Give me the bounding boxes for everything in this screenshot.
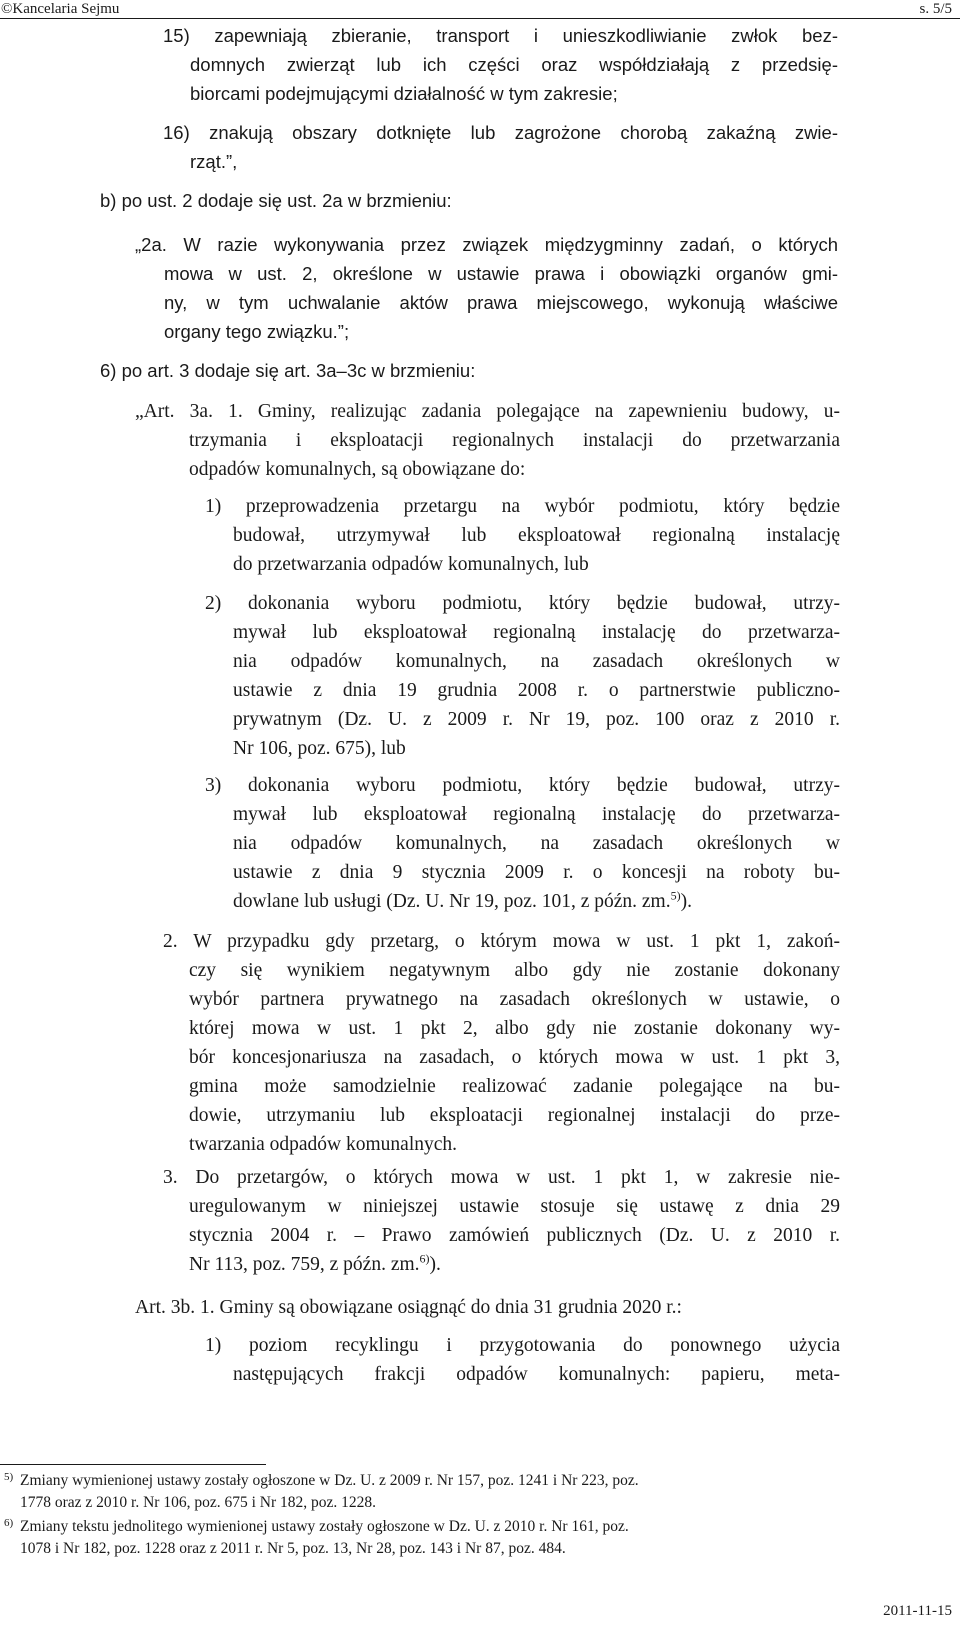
art-3a-point-3-last-text: dowlane lub usługi (Dz. U. Nr 19, poz. 101, z późn. zm.	[233, 891, 671, 912]
art-3a-point-2-line-1: 2) dokonania wyboru podmiotu, który będzie budował, utrzy-	[205, 593, 840, 614]
point-16	[163, 118, 838, 176]
art-3a-point-3-line-3: nia odpadów komunalnych, na zasadach określonych w	[233, 833, 840, 854]
art-3a-point-3-line-5	[205, 887, 840, 916]
art-3b-point-1-line-1: 1) poziom recyklingu i przygotowania do ponownego użycia	[205, 1335, 840, 1356]
art-3a-point-1	[205, 492, 840, 579]
art-3b-ust-1	[135, 1293, 840, 1322]
point-15-line-2: domnych zwierząt lub ich części oraz współdziałają z przedsię-	[190, 54, 838, 75]
art-3a-point-2-line-6: Nr 106, poz. 675), lub	[233, 738, 406, 759]
footnote-5-line-1: Zmiany wymienionej ustawy zostały ogłoszone w Dz. U. z 2009 r. Nr 157, poz. 1241 i Nr 223, poz.	[20, 1472, 639, 1489]
art-3a-ust-3-last-end: ).	[429, 1254, 441, 1275]
art-3a-point-2-line-4: ustawie z dnia 19 grudnia 2008 r. o partnerstwie publiczno-	[233, 680, 840, 701]
header-page-number: s. 5/5	[919, 1, 952, 17]
header-rule	[0, 18, 960, 19]
art-3a-point-1-line-1: 1) przeprowadzenia przetargu na wybór podmiotu, który będzie	[205, 496, 840, 517]
art-3a-ust-1-line-3: odpadów komunalnych, są obowiązane do:	[189, 459, 526, 480]
art-3a-ust-1-line-1: „Art. 3a. 1. Gminy, realizując zadania polegające na zapewnieniu budowy, u-	[135, 401, 840, 422]
art-3a-ust-3-line-3: stycznia 2004 r. – Prawo zamówień publicznych (Dz. U. z 2010 r.	[189, 1225, 840, 1246]
art-3a-ust-3	[163, 1163, 840, 1279]
ust-2a-line-4: organy tego związku.”;	[164, 321, 350, 342]
point-15-line-3: biorcami podejmującymi działalność w tym zakresie;	[190, 83, 618, 104]
footnote-separator	[0, 1464, 266, 1465]
point-15	[163, 21, 838, 108]
footnote-ref-6[interactable]: 6)	[419, 1251, 430, 1266]
ust-2a	[135, 230, 838, 346]
letter-b-intro	[100, 186, 800, 215]
art-3a-ust-1-line-2: trzymania i eksploatacji regionalnych instalacji do przetwarzania	[189, 430, 840, 451]
point-15-line-1: 15) zapewniają zbieranie, transport i unieszkodliwianie zwłok bez-	[163, 25, 838, 46]
art-3b-text: Art. 3b. 1. Gminy są obowiązane osiągnąć do dnia 31 grudnia 2020 r.:	[135, 1297, 682, 1318]
art-3a-ust-2-line-3: wybór partnera prywatnego na zasadach określonych w ustawie, o	[189, 989, 840, 1010]
point-6-text: 6) po art. 3 dodaje się art. 3a–3c w brzmieniu:	[100, 360, 476, 381]
footnote-ref-5[interactable]: 5)	[670, 888, 681, 903]
art-3a-ust-2-line-2: czy się wynikiem negatywnym albo gdy nie zostanie dokonany	[189, 960, 840, 981]
art-3b-point-1	[205, 1331, 840, 1389]
art-3a-ust-2-line-7: dowie, utrzymaniu lub eksploatacji regionalnej instalacji do prze-	[189, 1105, 840, 1126]
ust-2a-line-1: „2a. W razie wykonywania przez związek międzygminny zadań, o których	[135, 234, 838, 255]
footnote-6-line-1: Zmiany tekstu jednolitego wymienionej ustawy zostały ogłoszone w Dz. U. z 2010 r. Nr 161, poz.	[20, 1518, 629, 1535]
point-16-line-1: 16) znakują obszary dotknięte lub zagrożone chorobą zakaźną zwie-	[163, 122, 838, 143]
point-6-intro	[100, 356, 800, 385]
art-3a-ust-2-line-6: gmina może samodzielnie realizować zadanie polegające na bu-	[189, 1076, 840, 1097]
art-3a-point-2-line-3: nia odpadów komunalnych, na zasadach określonych w	[233, 651, 840, 672]
footer-date: 2011-11-15	[883, 1603, 952, 1619]
footnote-6	[0, 1516, 840, 1560]
art-3a-point-2-line-2: mywał lub eksploatował regionalną instalację do przetwarza-	[233, 622, 840, 643]
header-publisher: ©Kancelaria Sejmu	[1, 1, 120, 17]
art-3a-point-2-line-5: prywatnym (Dz. U. z 2009 r. Nr 19, poz. 100 oraz z 2010 r.	[233, 709, 840, 730]
art-3a-ust-2-line-1: 2. W przypadku gdy przetarg, o którym mowa w ust. 1 pkt 1, zakoń-	[163, 931, 840, 952]
art-3a-point-1-line-3: do przetwarzania odpadów komunalnych, lub	[233, 554, 589, 575]
art-3b-point-1-line-2: następujących frakcji odpadów komunalnych: papieru, meta-	[233, 1364, 840, 1385]
ust-2a-line-3: ny, w tym uchwalanie aktów prawa miejscowego, wykonują właściwe	[164, 292, 838, 313]
footnote-6-number: 6)	[4, 1517, 14, 1529]
art-3a-point-2	[205, 589, 840, 763]
art-3a-ust-1	[135, 397, 840, 484]
art-3a-ust-3-line-4	[163, 1250, 840, 1279]
art-3a-ust-2	[163, 927, 840, 1159]
footnote-6-line-2: 1078 i Nr 182, poz. 1228 oraz z 2011 r. Nr 5, poz. 13, Nr 28, poz. 143 i Nr 87, poz. 484.	[20, 1540, 566, 1557]
footnote-5-number: 5)	[4, 1471, 14, 1483]
art-3a-point-3	[205, 771, 840, 916]
point-16-line-2: rząt.”,	[190, 151, 238, 172]
letter-b-text: b) po ust. 2 dodaje się ust. 2a w brzmieniu:	[100, 190, 452, 211]
art-3a-ust-2-line-4: której mowa w ust. 1 pkt 2, albo gdy nie zostanie dokonany wy-	[189, 1018, 840, 1039]
ust-2a-line-2: mowa w ust. 2, określone w ustawie prawa i obowiązki organów gmi-	[164, 263, 838, 284]
art-3a-ust-2-line-5: bór koncesjonariusza na zasadach, o których mowa w ust. 1 pkt 3,	[189, 1047, 840, 1068]
art-3a-point-3-line-2: mywał lub eksploatował regionalną instalację do przetwarza-	[233, 804, 840, 825]
art-3a-ust-3-line-2: uregulowanym w niniejszej ustawie stosuje się ustawę z dnia 29	[189, 1196, 840, 1217]
art-3a-ust-2-line-8: twarzania odpadów komunalnych.	[189, 1134, 458, 1155]
art-3a-point-3-line-1: 3) dokonania wyboru podmiotu, który będzie budował, utrzy-	[205, 775, 840, 796]
art-3a-ust-3-line-1: 3. Do przetargów, o których mowa w ust. 1 pkt 1, w zakresie nie-	[163, 1167, 840, 1188]
art-3a-point-1-line-2: budował, utrzymywał lub eksploatował regionalną instalację	[233, 525, 840, 546]
footnote-5-line-2: 1778 oraz z 2010 r. Nr 106, poz. 675 i Nr 182, poz. 1228.	[20, 1494, 377, 1511]
footnote-5	[0, 1470, 840, 1514]
art-3a-point-3-last-end: ).	[680, 891, 692, 912]
art-3a-point-3-line-4: ustawie z dnia 9 stycznia 2009 r. o koncesji na roboty bu-	[233, 862, 840, 883]
art-3a-ust-3-last-text: Nr 113, poz. 759, z późn. zm.	[189, 1254, 420, 1275]
